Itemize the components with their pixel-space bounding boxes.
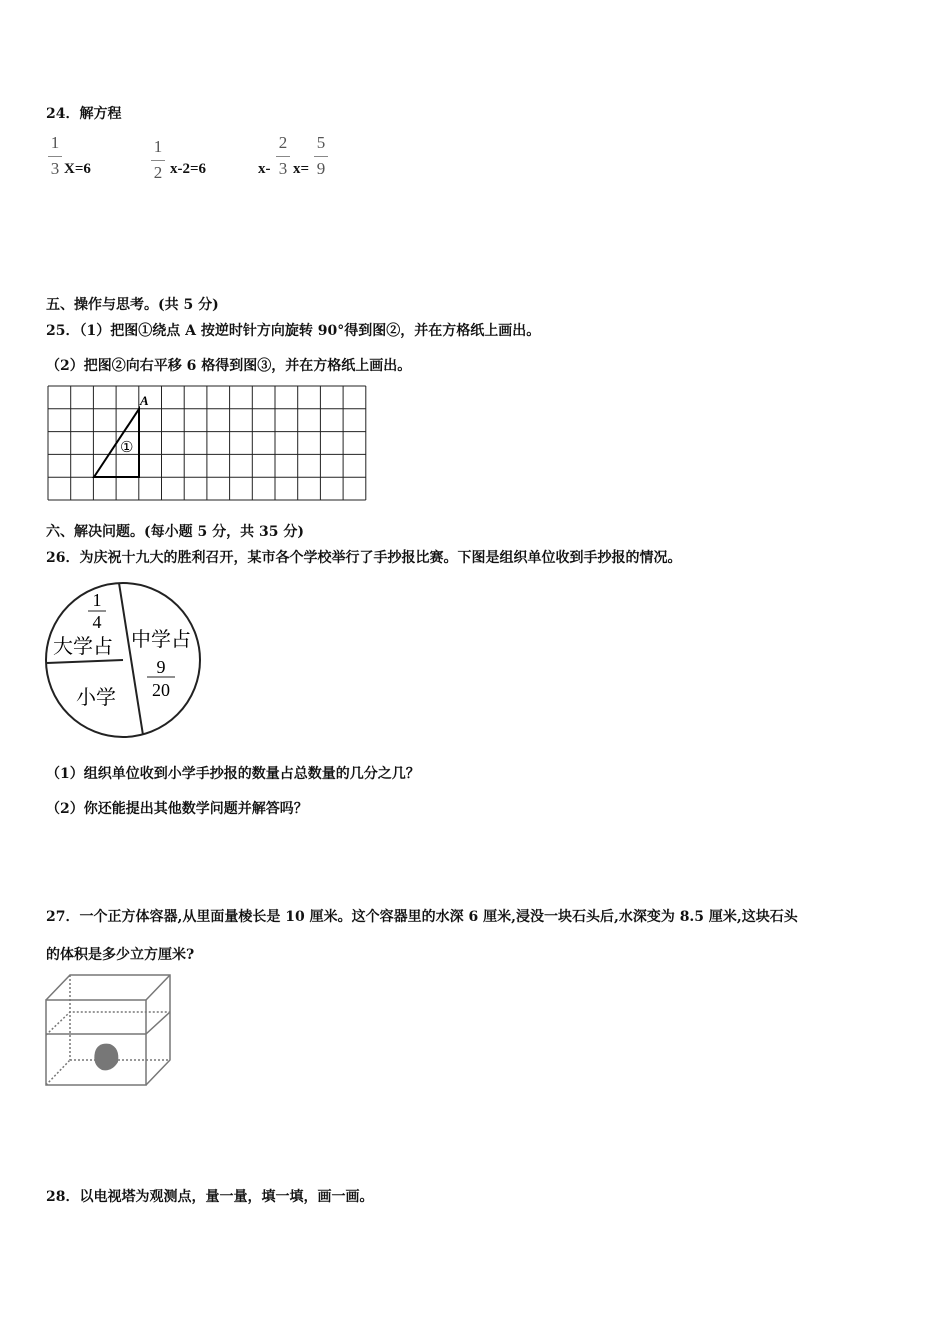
numerator: 1 [153,137,163,156]
pie-divider-1 [119,583,143,735]
middle-numerator: 9 [156,657,166,677]
question-26-sub1: （1）组织单位收到小学手抄报的数量占总数量的几分之几？ [46,766,420,782]
pie-chart [40,578,210,743]
question-25-line1: 25．（1）把图①绕点 A 按逆时针方向旋转 90°得到图②，并在方格纸上画出。 [46,323,541,339]
cube-front [46,1000,146,1085]
univ-label: 大学占 [53,634,113,658]
shape-1-label: ① [120,438,134,456]
grid-paper [0,0,950,520]
equation-3-prefix: x- [258,161,271,177]
question-28-text: 28．以电视塔为观测点，量一量，填一填，画一画。 [46,1189,374,1205]
question-27-line1: 27．一个正方体容器,从里面量棱长是 10 厘米。这个容器里的水深 6 厘米,浸没一块石头后,水深变为 8.5 厘米,这块石头 [46,909,798,925]
question-25-line2: （2）把图②向右平移 6 格得到图③，并在方格纸上画出。 [46,358,412,374]
equation-2: x-2=6 [170,161,207,177]
stone [94,1044,118,1071]
denominator: 3 [278,159,288,178]
middle-denominator: 20 [152,680,170,700]
univ-numerator: 1 [92,590,102,610]
univ-denominator: 4 [92,612,102,632]
denominator: 9 [316,159,326,178]
numerator: 5 [316,133,326,152]
question-27-line2: 的体积是多少立方厘米? [46,947,195,963]
equation-3-mid: x= [293,161,310,177]
numerator: 1 [50,133,60,152]
primary-school-label: 小学 [76,685,116,709]
section-5-title: 五、操作与思考。(共 5 分) [46,297,219,313]
middle-school-label: 中学占 [131,627,191,651]
section-6-title: 六、解决问题。(每小题 5 分，共 35 分) [46,524,304,540]
cube-container-figure [40,970,180,1095]
question-26-text: 26．为庆祝十九大的胜利召开，某市各个学校举行了手抄报比赛。下图是组织单位收到手抄报的情况。 [46,550,682,566]
question-26-sub2: （2）你还能提出其他数学问题并解答吗？ [46,801,308,817]
numerator: 2 [278,133,288,152]
equation-1: X=6 [64,161,91,177]
denominator: 3 [50,159,60,178]
point-a-label: A [140,393,149,408]
question-24-label: 24．解方程 [46,106,122,122]
denominator: 2 [153,163,163,182]
pie-divider-2 [47,660,123,663]
